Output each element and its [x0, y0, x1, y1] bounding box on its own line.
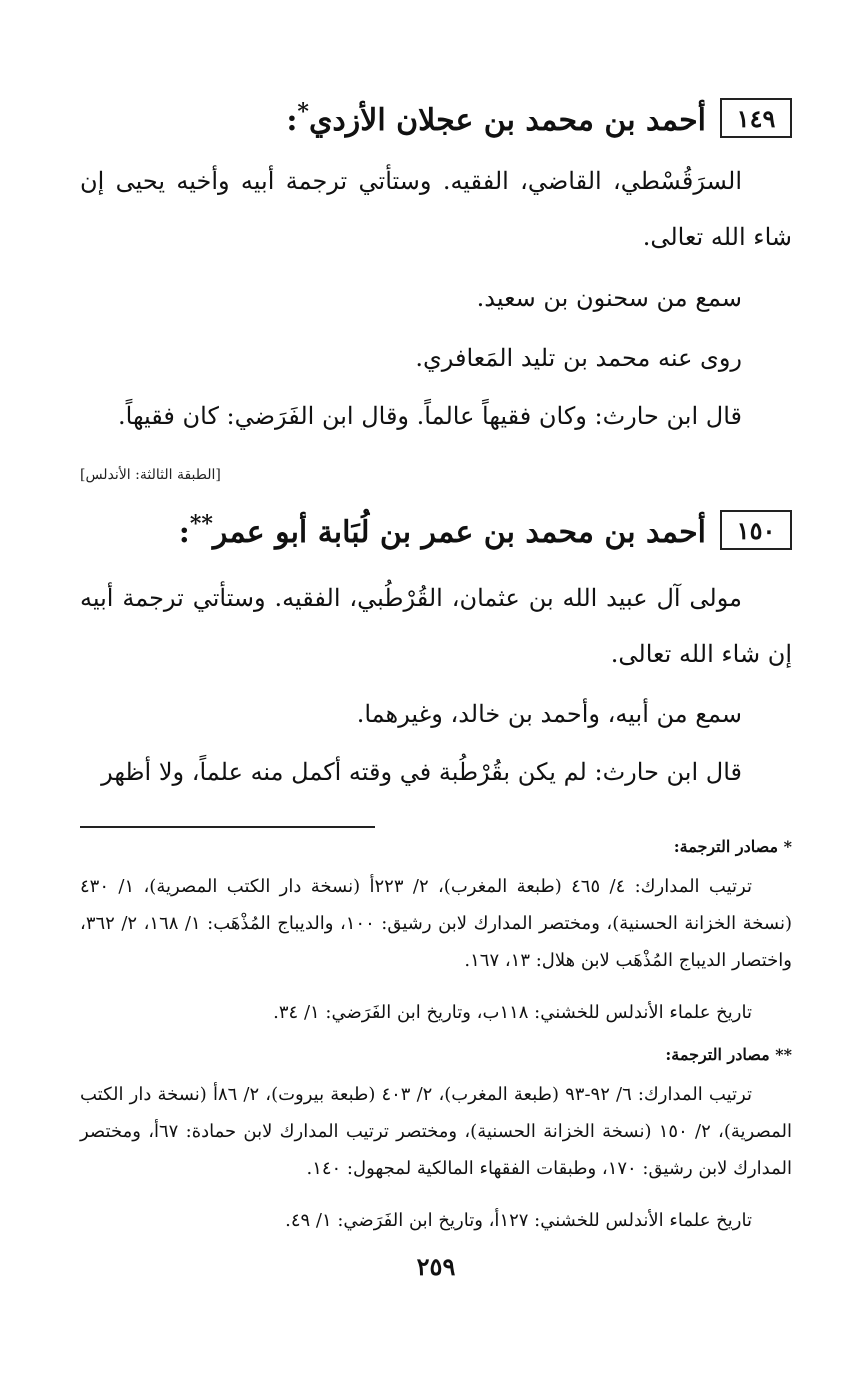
footnote-1-paragraph-2: تاريخ علماء الأندلس للخشني: ١١٨ب، وتاريخ ابن الفَرَضي: ١/ ٣٤. [273, 1002, 752, 1023]
source-marker: ** [189, 510, 213, 537]
entry-number-box: ١٤٩ [720, 98, 792, 138]
entry-149-paragraph-3: روى عنه محمد بن تليد المَعافري. [415, 344, 742, 372]
entry-149-paragraph-2: سمع من سحنون بن سعيد. [476, 284, 742, 312]
entry-title [286, 99, 706, 138]
footnote-1-heading: * مصادر الترجمة: [673, 837, 792, 856]
entry-150-paragraph-2: سمع من أبيه، وأحمد بن خالد، وغيرهما. [356, 700, 742, 728]
entry-number-box: ١٥٠ [720, 510, 792, 550]
entry-150-paragraph-3: قال ابن حارث: لم يكن بقُرْطُبة في وقته أكمل منه علماً، ولا أظهر [101, 758, 742, 786]
entry-title-text: أحمد بن محمد بن عمر بن لُبَابة أبو عمر [212, 514, 706, 550]
entry-150-heading [80, 506, 792, 554]
title-colon: : [178, 514, 190, 550]
section-tag: [الطبقة الثالثة: الأندلس] [80, 467, 221, 483]
entry-149-heading [80, 94, 792, 142]
entry-149-paragraph-1: السرَقُسْطي، القاضي، الفقيه. وستأتي ترجمة أبيه وأخيه يحيى إن شاء الله تعالى. [80, 167, 792, 251]
footnote-1-paragraph-1: ترتيب المدارك: ٤/ ٤٦٥ (طبعة المغرب)، ٢/ ٢٢٣أ (نسخة دار الكتب المصرية)، ١/ ٤٣٠ (نسخة الخزانة الحسنية)، ومختصر المدارك لابن رشيق: ١٠٠، والديباج المُذْهَب: ١/ ١٦٨، ٢/ ٣٦٢، واختصار الديباج المُذْهَب لابن هلال: ١٣، ١٦٧. [80, 876, 792, 971]
entry-title-text: أحمد بن محمد بن عجلان الأزدي [308, 102, 706, 138]
footnote-divider [80, 826, 375, 828]
page-number: ٢٥٩ [416, 1252, 456, 1281]
title-colon: : [286, 102, 298, 138]
footnote-2-paragraph-1: ترتيب المدارك: ٦/ ٩٢-٩٣ (طبعة المغرب)، ٢/ ٤٠٣ (طبعة بيروت)، ٢/ ٨٦أ (نسخة دار الكتب المصرية)، ٢/ ١٥٠ (نسخة الخزانة الحسنية)، ومختصر ترتيب المدارك لابن حمادة: ٦٧أ، ومختصر المدارك لابن رشيق: ١٧٠، وطبقات الفقهاء المالكية لمجهول: ١٤٠. [80, 1084, 792, 1179]
book-page [80, 0, 792, 1375]
entry-149-paragraph-4: قال ابن حارث: وكان فقيهاً عالماً. وقال ابن الفَرَضي: كان فقيهاً. [118, 402, 742, 430]
footnote-2-paragraph-2: تاريخ علماء الأندلس للخشني: ١٢٧أ، وتاريخ ابن الفَرَضي: ١/ ٤٩. [285, 1210, 752, 1231]
entry-title [179, 511, 706, 550]
footnote-2-heading: ** مصادر الترجمة: [665, 1045, 792, 1064]
entry-150-paragraph-1: مولى آل عبيد الله بن عثمان، القُرْطُبي، الفقيه. وستأتي ترجمة أبيه إن شاء الله تعالى. [80, 584, 792, 668]
source-marker: * [297, 98, 309, 125]
